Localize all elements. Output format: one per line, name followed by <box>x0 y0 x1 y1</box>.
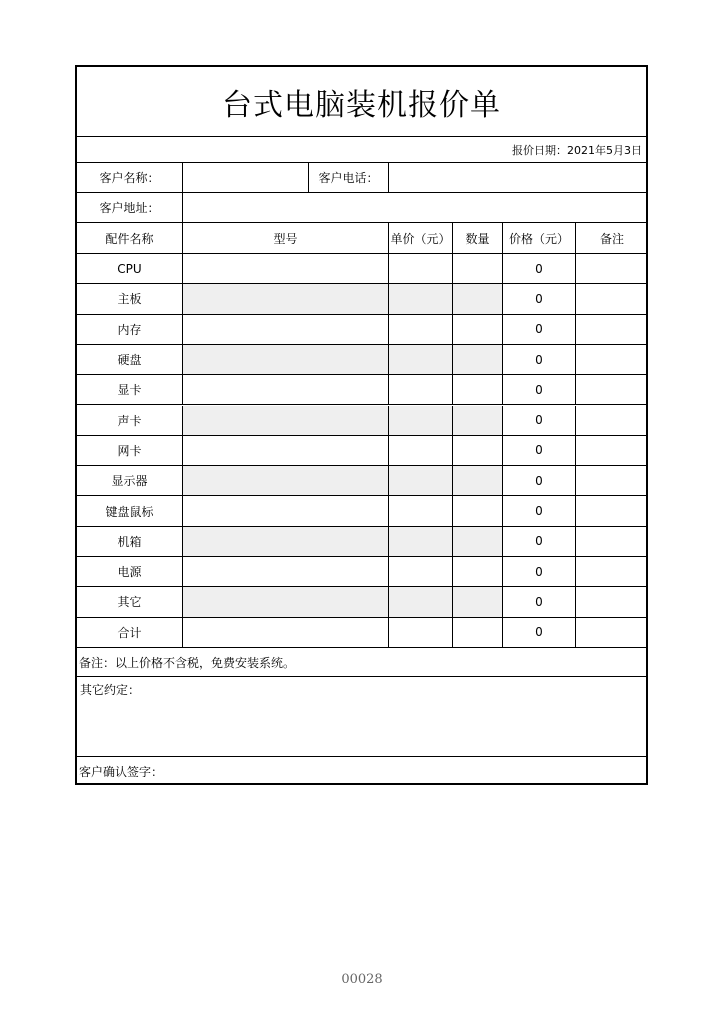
model-cell[interactable] <box>182 375 388 404</box>
unit-price-cell[interactable] <box>388 466 452 495</box>
part-name-cell: 其它 <box>117 595 142 610</box>
unit-price-cell[interactable] <box>388 284 452 313</box>
part-name-cell: 显卡 <box>117 383 142 398</box>
customer-name-phone-row <box>77 163 646 193</box>
part-name-cell: 键盘鼠标 <box>105 504 154 519</box>
part-name-cell: 硬盘 <box>117 353 142 368</box>
price-cell: 0 <box>502 618 575 647</box>
note-cell[interactable] <box>575 587 648 616</box>
unit-price-cell[interactable] <box>388 406 452 435</box>
note-cell[interactable] <box>575 254 648 283</box>
part-name-cell: 显示器 <box>111 474 148 489</box>
note-cell[interactable] <box>575 557 648 586</box>
signature-row <box>77 757 646 785</box>
unit-price-cell[interactable] <box>388 436 452 465</box>
unit-price-cell[interactable] <box>388 315 452 344</box>
unit-price-cell[interactable] <box>388 375 452 404</box>
header-note: 备注 <box>575 223 648 253</box>
customer-name-field[interactable] <box>182 163 308 192</box>
other-terms-row <box>77 677 646 757</box>
table-row <box>77 406 646 436</box>
model-cell[interactable] <box>182 618 388 647</box>
table-row <box>77 284 646 314</box>
table-row <box>77 436 646 466</box>
table-row <box>77 618 646 648</box>
note-cell[interactable] <box>575 618 648 647</box>
table-header-row <box>77 223 646 254</box>
quantity-cell[interactable] <box>452 345 502 374</box>
price-cell: 0 <box>502 254 575 283</box>
unit-price-cell[interactable] <box>388 618 452 647</box>
part-name-cell: 主板 <box>117 292 142 307</box>
price-cell: 0 <box>502 345 575 374</box>
price-cell: 0 <box>502 557 575 586</box>
table-row <box>77 496 646 526</box>
table-row <box>77 375 646 405</box>
model-cell[interactable] <box>182 496 388 525</box>
part-name-cell: 合计 <box>117 625 142 640</box>
header-model: 型号 <box>182 223 388 253</box>
page-title: 台式电脑装机报价单 <box>77 67 646 137</box>
customer-phone-label: 客户电话： <box>308 163 388 192</box>
model-cell[interactable] <box>182 466 388 495</box>
table-row <box>77 557 646 587</box>
table-row <box>77 254 646 284</box>
remarks-text: 备注：以上价格不含税，免费安装系统。 <box>79 655 296 670</box>
unit-price-cell[interactable] <box>388 527 452 556</box>
unit-price-cell[interactable] <box>388 557 452 586</box>
customer-phone-field[interactable] <box>388 163 648 192</box>
model-cell[interactable] <box>182 254 388 283</box>
part-name-cell: 电源 <box>117 565 142 580</box>
quantity-cell[interactable] <box>452 466 502 495</box>
price-cell: 0 <box>502 436 575 465</box>
note-cell[interactable] <box>575 284 648 313</box>
note-cell[interactable] <box>575 345 648 374</box>
header-price: 价格（元） <box>502 223 575 253</box>
quantity-cell[interactable] <box>452 254 502 283</box>
unit-price-cell[interactable] <box>388 345 452 374</box>
price-cell: 0 <box>502 527 575 556</box>
note-cell[interactable] <box>575 496 648 525</box>
quote-date: 报价日期：2021年5月3日 <box>512 143 642 157</box>
price-cell: 0 <box>502 315 575 344</box>
header-part-name: 配件名称 <box>105 231 154 246</box>
other-terms-label[interactable]: 其它约定： <box>80 683 141 697</box>
model-cell[interactable] <box>182 557 388 586</box>
quantity-cell[interactable] <box>452 406 502 435</box>
part-name-cell: CPU <box>117 261 142 276</box>
table-row <box>77 587 646 617</box>
note-cell[interactable] <box>575 375 648 404</box>
header-unit-price: 单价（元） <box>388 223 452 253</box>
quantity-cell[interactable] <box>452 618 502 647</box>
unit-price-cell[interactable] <box>388 496 452 525</box>
quote-date-row <box>77 137 646 163</box>
note-cell[interactable] <box>575 436 648 465</box>
price-cell: 0 <box>502 284 575 313</box>
quantity-cell[interactable] <box>452 557 502 586</box>
price-cell: 0 <box>502 496 575 525</box>
model-cell[interactable] <box>182 436 388 465</box>
part-name-cell: 声卡 <box>117 413 142 428</box>
note-cell[interactable] <box>575 315 648 344</box>
page-number: 00028 <box>341 972 383 987</box>
header-quantity: 数量 <box>452 223 502 253</box>
remarks-row <box>77 648 646 677</box>
price-cell: 0 <box>502 406 575 435</box>
price-cell: 0 <box>502 587 575 616</box>
note-cell[interactable] <box>575 406 648 435</box>
customer-address-row <box>77 193 646 223</box>
quantity-cell[interactable] <box>452 436 502 465</box>
model-cell[interactable] <box>182 527 388 556</box>
model-cell[interactable] <box>182 406 388 435</box>
model-cell[interactable] <box>182 315 388 344</box>
customer-name-label: 客户名称： <box>99 171 160 185</box>
price-cell: 0 <box>502 466 575 495</box>
quantity-cell[interactable] <box>452 315 502 344</box>
model-cell[interactable] <box>182 345 388 374</box>
quantity-cell[interactable] <box>452 587 502 616</box>
note-cell[interactable] <box>575 527 648 556</box>
price-cell: 0 <box>502 375 575 404</box>
part-name-cell: 网卡 <box>117 443 142 458</box>
signature-label[interactable]: 客户确认签字： <box>79 764 164 779</box>
quote-sheet <box>75 65 648 785</box>
table-row <box>77 466 646 496</box>
quantity-cell[interactable] <box>452 527 502 556</box>
unit-price-cell[interactable] <box>388 254 452 283</box>
unit-price-cell[interactable] <box>388 587 452 616</box>
note-cell[interactable] <box>575 466 648 495</box>
part-name-cell: 内存 <box>117 322 142 337</box>
quantity-cell[interactable] <box>452 284 502 313</box>
part-name-cell: 机箱 <box>117 534 142 549</box>
model-cell[interactable] <box>182 587 388 616</box>
table-row <box>77 527 646 557</box>
quantity-cell[interactable] <box>452 496 502 525</box>
customer-address-label: 客户地址： <box>99 201 160 215</box>
customer-address-field[interactable] <box>182 193 648 222</box>
quantity-cell[interactable] <box>452 375 502 404</box>
table-row <box>77 315 646 345</box>
model-cell[interactable] <box>182 284 388 313</box>
table-row <box>77 345 646 375</box>
